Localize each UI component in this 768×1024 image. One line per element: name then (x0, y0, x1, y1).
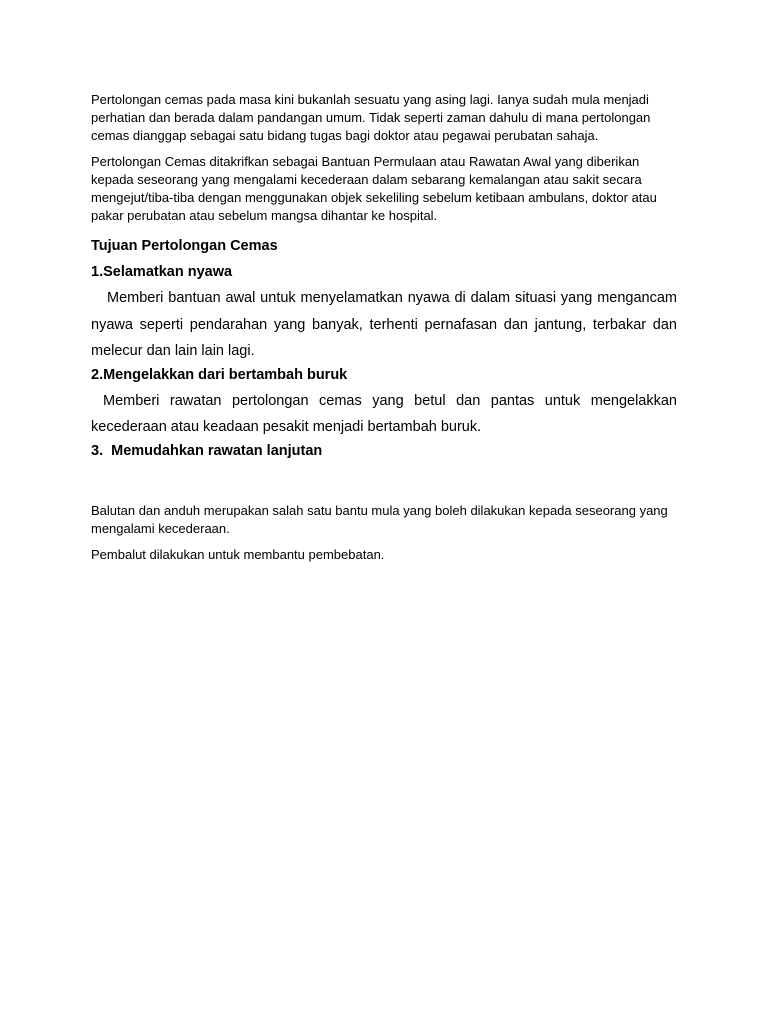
intro-paragraph-2: Pertolongan Cemas ditakrifkan sebagai Bantuan Permulaan atau Rawatan Awal yang diberikan kepada seseorang yang mengalami kecederaan dalam sebarang kemalangan atau sakit secara mengejut/tiba-tiba dengan menggunakan objek sekeliling sebelum ketibaan ambulans, doktor atau pakar perubatan atau sebelum mangsa dihantar ke hospital. (91, 154, 657, 223)
item-2-heading: 2.Mengelakkan dari bertambah buruk (91, 366, 348, 383)
item-1-body: Memberi bantuan awal untuk menyelamatkan nyawa di dalam situasi yang mengancam nyawa seperti pendarahan yang banyak, terhenti pernafasan dan jantung, terbakar dan melecur dan lain lain lagi. (91, 290, 677, 359)
blank-line (91, 468, 677, 502)
closing-paragraph-2: Pembalut dilakukan untuk membantu pembebatan. (91, 546, 385, 562)
item-1-heading: 1.Selamatkan nyawa (91, 264, 233, 280)
item-2-body: Memberi rawatan pertolongan cemas yang betul dan pantas untuk mengelakkan kecederaan atau keadaan pesakit menjadi bertambah buruk. (91, 392, 677, 435)
item-3-heading: 3. Memudahkan rawatan lanjutan (91, 442, 323, 459)
section-heading: Tujuan Pertolongan Cemas (91, 238, 278, 254)
closing-paragraph-1: Balutan dan anduh merupakan salah satu bantu mula yang boleh dilakukan kepada seseorang yang mengalami kecederaan. (91, 502, 668, 536)
intro-paragraph-1: Pertolongan cemas pada masa kini bukanlah sesuatu yang asing lagi. Ianya sudah mula menjadi perhatian dan berada dalam pandangan umum. Tidak seperti zaman dahulu di mana pertolongan cemas dianggap sebagai satu bidang tugas bagi doktor atau pegawai perubatan sahaja. (91, 92, 651, 143)
